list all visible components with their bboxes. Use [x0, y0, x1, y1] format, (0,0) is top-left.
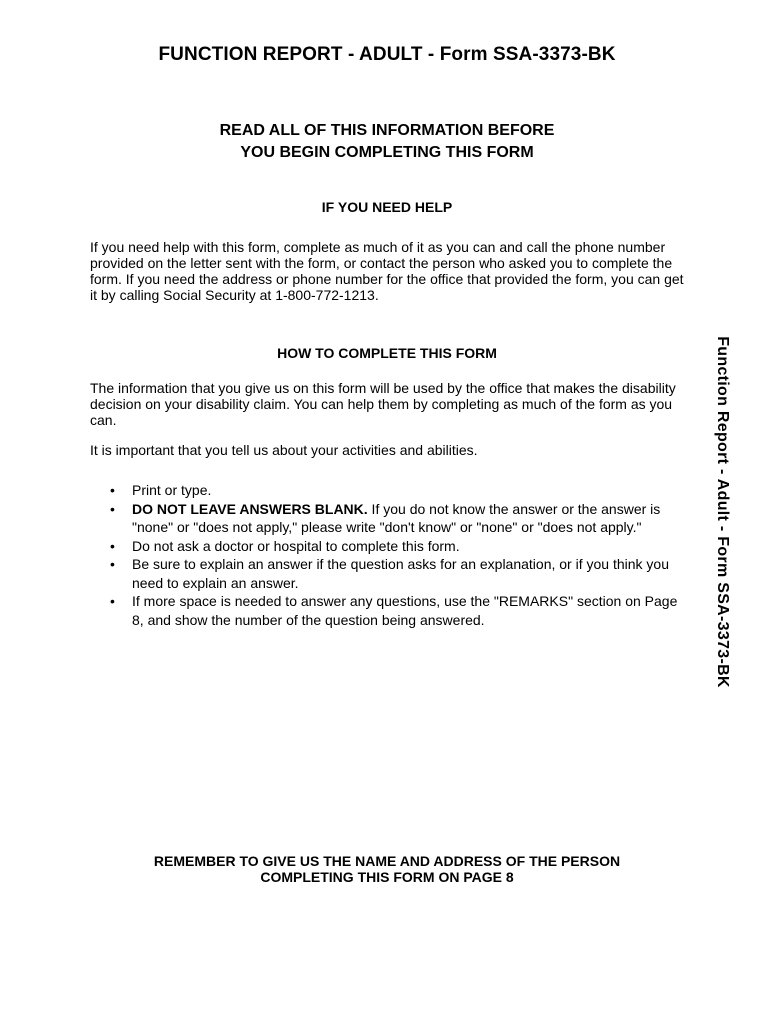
list-item — [110, 537, 690, 556]
bullet-icon: • — [110, 500, 115, 517]
help-section-heading: IF YOU NEED HELP — [321, 199, 453, 215]
side-form-label: Function Report - Adult - Form SSA-3373-BK — [714, 336, 731, 688]
list-item-text: Print or type. — [132, 482, 212, 498]
activities-importance-paragraph: It is important that you tell us about your activities and abilities. — [90, 442, 478, 458]
reminder-line-1: REMEMBER TO GIVE US THE NAME AND ADDRESS OF THE PERSON — [153, 853, 621, 869]
list-item-emphasis: DO NOT LEAVE ANSWERS BLANK. — [132, 500, 368, 517]
bullet-icon: • — [110, 482, 115, 498]
reminder-notice — [0, 853, 768, 885]
reminder-line-2: COMPLETING THIS FORM ON PAGE 8 — [260, 869, 514, 885]
bullet-icon: • — [110, 556, 115, 572]
list-item-text: If you do not know the answer or the answer is "none" or "does not apply," please write "don't know" or "none" or "does not apply." — [132, 500, 661, 535]
list-item-text: Do not ask a doctor or hospital to complete this form. — [132, 537, 460, 554]
list-item — [110, 592, 690, 629]
list-item — [110, 500, 690, 537]
bullet-icon: • — [110, 593, 115, 609]
instruction-list — [110, 481, 690, 629]
list-item — [110, 555, 690, 592]
help-paragraph: If you need help with this form, complete as much of it as you can and call the phone number provided on the letter sent with the form, or contact the person who asked you to complete the form. If you need the address or phone number for the office that provided the form, you can get it by calling Social Security at 1-800-772-1213. — [90, 239, 684, 303]
read-instructions-heading — [0, 120, 768, 164]
read-heading-line-1: READ ALL OF THIS INFORMATION BEFORE — [219, 122, 555, 139]
how-to-complete-paragraph: The information that you give us on this form will be used by the office that makes the disability decision on your disability claim. You can help them by completing as much of the form as you can. — [90, 380, 676, 428]
list-item — [110, 481, 690, 500]
list-item-text: Be sure to explain an answer if the question asks for an explanation, or if you think you need to explain an answer. — [132, 556, 669, 591]
bullet-icon: • — [110, 537, 115, 554]
how-to-complete-heading: HOW TO COMPLETE THIS FORM — [277, 345, 497, 361]
document-title: FUNCTION REPORT - ADULT - Form SSA-3373-BK — [158, 44, 616, 65]
list-item-text: If more space is needed to answer any questions, use the "REMARKS" section on Page 8, and show the number of the question being answered. — [132, 593, 678, 628]
read-heading-line-2: YOU BEGIN COMPLETING THIS FORM — [240, 144, 534, 161]
